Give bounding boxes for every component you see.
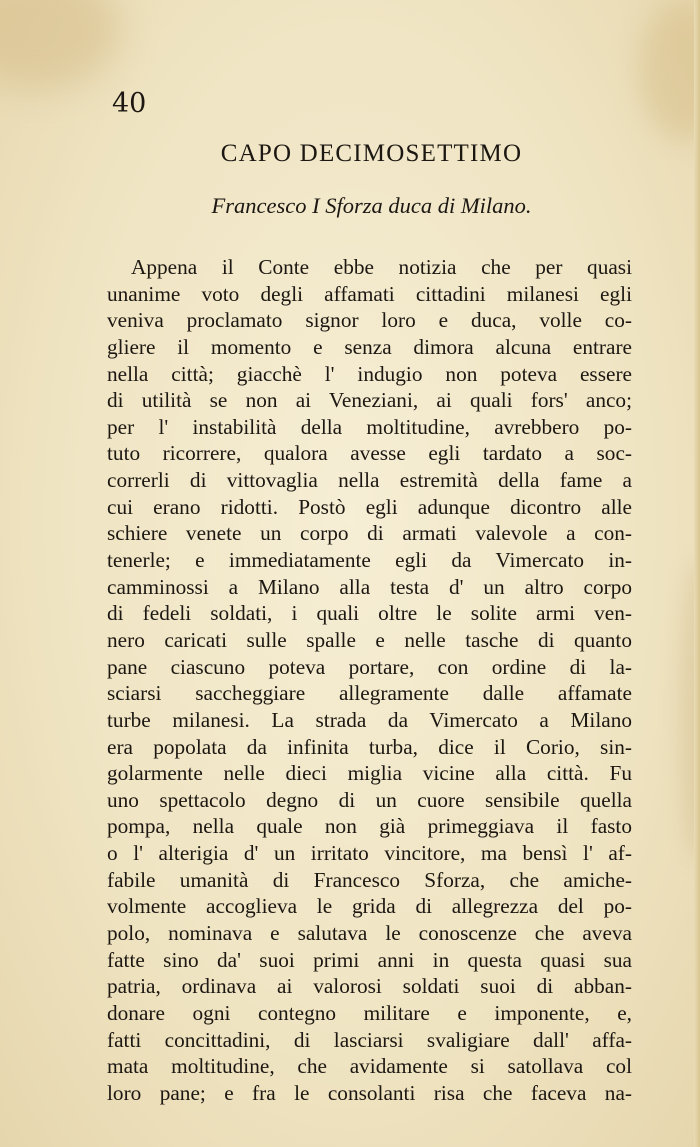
text-line: camminossi a Milano alla testa d' un altro corpo [107,574,632,599]
text-line: di fedeli soldati, i quali oltre le solite armi ven- [107,601,632,626]
page-number: 40 [112,88,147,119]
text-line: golarmente nelle dieci miglia vicine alla città. Fu [107,761,632,786]
text-line: gliere il momento e senza dimora alcuna entrare [107,334,632,359]
text-line: patria, ordinava ai valorosi soldati suoi di abban- [107,974,632,999]
text-line: donare ogni contegno militare e imponente, e, [107,1000,632,1025]
text-line: tenerle; e immediatamente egli da Vimercato in- [107,548,632,573]
text-line: cui erano ridotti. Postò egli adunque dicontro alle [107,494,632,519]
text-line: schiere venete un corpo di armati valevole a con- [107,521,632,546]
text-line: pane ciascuno poteva portare, con ordine di la- [107,654,632,679]
text-line: uno spettacolo degno di un cuore sensibile quella [107,787,632,812]
text-line: fatte sino da' suoi primi anni in questa quasi sua [107,947,632,972]
body-text [107,254,632,1107]
text-line: veniva proclamato signor loro e duca, volle co- [107,308,632,333]
text-line: tuto ricorrere, qualora avesse egli tardato a soc- [107,441,632,466]
paper-stain [640,0,700,140]
text-line: volmente accoglieva le grida di allegrezza del po- [107,894,632,919]
chapter-subtitle: Francesco I Sforza duca di Milano. [211,193,532,218]
text-line: di utilità se non ai Veneziani, ai quali fors' anco; [107,388,632,413]
chapter-title: CAPO DECIMOSETTIMO [220,140,523,167]
text-line: per l' instabilità della moltitudine, avrebbero po- [107,414,632,439]
text-line: loro pane; e fra le consolanti risa che faceva na- [107,1080,632,1105]
text-line: correrli di vittovaglia nella estremità della fame a [107,468,632,493]
text-line: turbe milanesi. La strada da Vimercato a Milano [107,707,632,732]
text-line: mata moltitudine, che avidamente si satollava col [107,1054,632,1079]
paper-stain [0,0,120,90]
text-line: fabile umanità di Francesco Sforza, che amiche- [107,867,632,892]
text-line: fatti concittadini, di lasciarsi svaligiare dall' affa- [107,1027,632,1052]
text-line: nero caricati sulle spalle e nelle tasche di quanto [107,627,632,652]
text-line: nella città; giacchè l' indugio non poteva essere [107,361,632,386]
text-line: polo, nominava e salutava le conoscenze che aveva [107,921,632,946]
page-edge [694,0,700,1147]
text-line: Appena il Conte ebbe notizia che per quasi [131,255,632,279]
text-line: era popolata da infinita turba, dice il Corio, sin- [107,734,632,759]
text-line: pompa, nella quale non già primeggiava il fasto [107,814,632,839]
text-line: unanime voto degli affamati cittadini milanesi egli [107,281,632,306]
text-line: o l' alterigia d' un irritato vincitore, ma bensì l' af- [107,841,632,866]
text-line: sciarsi saccheggiare allegramente dalle affamate [107,681,632,706]
